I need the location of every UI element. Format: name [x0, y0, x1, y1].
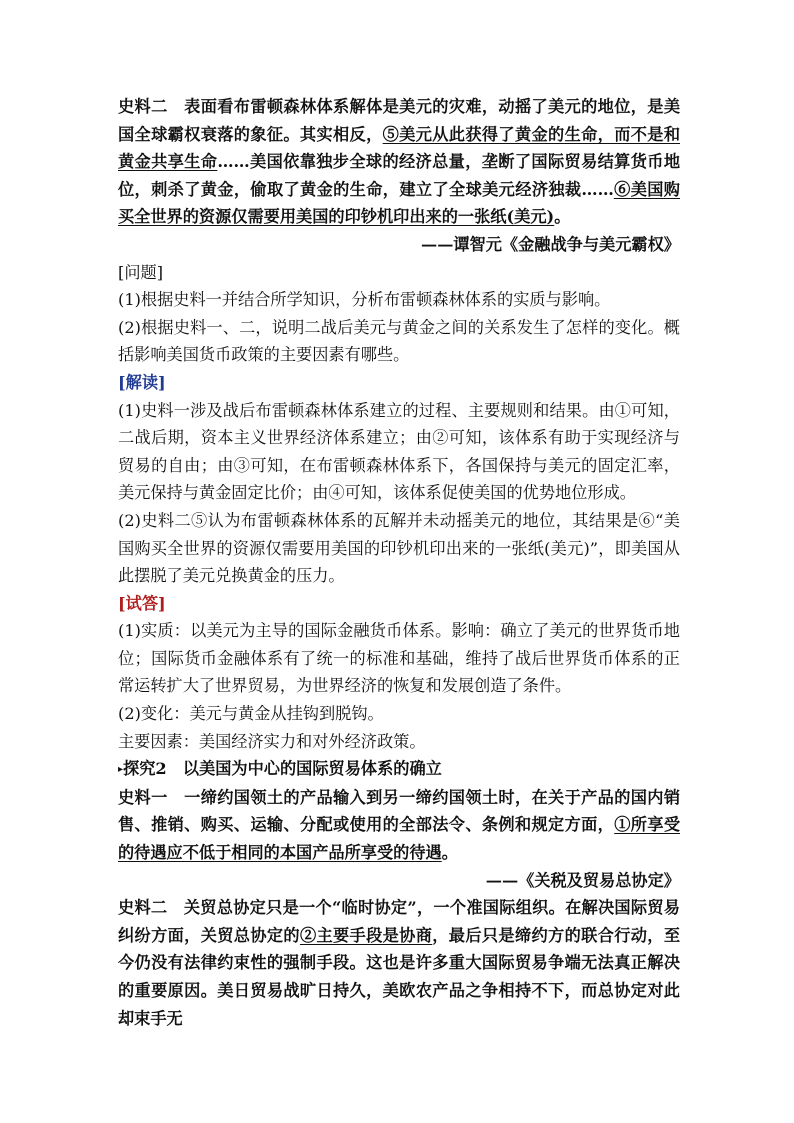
source-text: ……美国依靠独步全球的经济总量，垄断了国际贸易结算货币地位，刺杀了黄金，偷取了黄金的生命，建立了全球美元经济独裁……: [118, 152, 681, 199]
answer-3: 主要因素：美国经济实力和对外经济政策。: [118, 731, 426, 751]
citation: ——谭智元《金融战争与美元霸权》: [421, 234, 680, 254]
source-label: 史料二: [118, 898, 168, 918]
citation: ——《关税及贸易总协定》: [485, 870, 680, 890]
explore-2-title: 探究2 以美国为中心的国际贸易体系的确立: [123, 759, 442, 779]
source-text: 。: [554, 207, 571, 227]
interpret-2: (2)史料二⑤认为布雷顿森林体系的瓦解并未动摇美元的地位，其结果是⑥“美国购买全世界的资源仅需要用美国的印钞机印出来的一张纸(美元)”，即美国从此摆脱了美元兑换黄金的压力。: [118, 510, 680, 586]
section-heading-interpret: [解读]: [118, 372, 166, 392]
underlined-text: ⑤美元从此获得了黄金的生命，而不是和黄金共享生命: [118, 124, 681, 172]
question-2: (2)根据史料一、二，说明二战后美元与黄金之间的关系发生了怎样的变化。概括影响美国货币政策的主要因素有哪些。: [118, 317, 680, 365]
source-text: 一缔约国领土的产品输入到另一缔约国领土时，在关于产品的国内销售、推销、购买、运输、分配或使用的全部法令、条例和规定方面，: [118, 787, 681, 835]
source-label: 史料一: [118, 787, 168, 807]
explore-2-heading: [118, 755, 680, 784]
section-heading-question: [问题]: [118, 262, 164, 282]
triangle-marker-icon: ▸: [118, 764, 124, 776]
underlined-text: ①所享受的待遇应不低于相同的本国产品所享受的待遇: [118, 815, 681, 863]
source-2-paragraph: [118, 93, 680, 231]
trade-source-2-paragraph: [118, 894, 680, 1032]
answer-1: (1)实质：以美元为主导的国际金融货币体系。影响：确立了美元的世界货币地位；国际货币金融体系有了统一的标准和基础，维持了战后世界货币体系的正常运转扩大了世界贸易，为世界经济的恢复和发展创造了条件。: [118, 621, 680, 696]
source-text: ，最后只是缔约方的联合行动，至今仍没有法律约束性的强制手段。这也是许多重大国际贸易争端无法真正解决的重要原因。美日贸易战旷日持久，美欧农产品之争相持不下，而总协定对此却束手无: [118, 925, 681, 1028]
source-text: 关贸总协定只是一个“临时协定”，一个准国际组织。在解决国际贸易纠纷方面，关贸总协定的: [118, 898, 680, 945]
trade-source-1-paragraph: [118, 784, 680, 867]
section-heading-answer: [试答]: [118, 593, 166, 613]
underlined-text: ⑥美国购买全世界的资源仅需要用美国的印钞机印出来的一张纸(美元): [118, 179, 680, 227]
source-label: 史料二: [118, 97, 168, 116]
answer-2: (2)变化：美元与黄金从挂钩到脱钩。: [118, 704, 384, 724]
source-text: 表面看布雷顿森林体系解体是美元的灾难，动摇了美元的地位，是美国全球霸权衰落的象征。其实相反，: [118, 97, 681, 144]
underlined-text: ②主要手段是协商: [299, 925, 433, 945]
question-1: (1)根据史料一并结合所学知识，分析布雷顿森林体系的实质与影响。: [118, 290, 611, 310]
interpret-1: (1)史料一涉及战后布雷顿森林体系建立的过程、主要规则和结果。由①可知，二战后期，资本主义世界经济体系建立；由②可知，该体系有助于实现经济与贸易的自由；由③可知，在布雷顿森林体系下，各国保持与美元的固定汇率，美元保持与黄金固定比价；由④可知，该体系促使美国的优势地位形成。: [118, 400, 680, 503]
document-page: [118, 93, 680, 1032]
source-text: 。: [441, 843, 458, 863]
